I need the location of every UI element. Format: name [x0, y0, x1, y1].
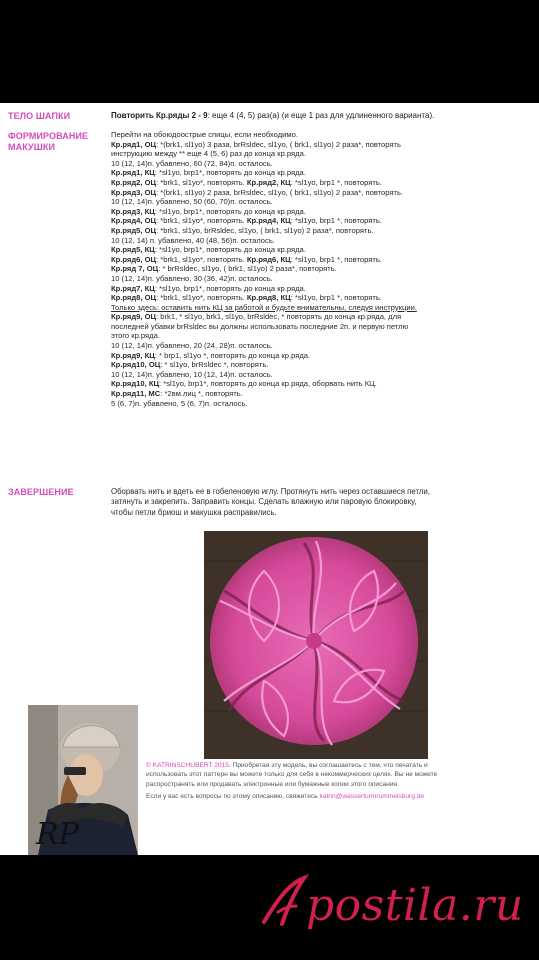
crown-row-text: : *(brk1, sl1yo) 2 раза, brRsldec, sl1yo, ( brk1, sl1yo) 2 раза*, повторять. [156, 187, 404, 197]
finish-text [111, 487, 535, 518]
hat-illustration [204, 531, 428, 759]
crown-line [111, 264, 535, 274]
crown-row-text: 10 (12, 14)п. убавлено, 30 (36, 42)п. осталось. [111, 273, 273, 283]
crown-line [111, 351, 535, 361]
crown-row-text: : brk1, * sl1yo, brk1, sl1yo, brRsldec, * повторять до конца кр.ряда, для [156, 312, 402, 322]
crown-row-label: Кр.ряд8, КЦ [246, 293, 291, 303]
crown-row-text: : *sl1yo, brp1*, повторять до конца кр.ряда. [154, 206, 306, 216]
crown-row-text: этого кр.ряда. [111, 331, 160, 341]
crown-row-label: Кр.ряд10, КЦ [111, 379, 160, 389]
crown-row-text: : *sl1yo, brp1*, повторять до конца кр.ряда. [154, 283, 306, 293]
crown-line [111, 312, 535, 322]
crown-line [111, 255, 535, 265]
copyright-mark: © KATRINSCHUBERT 2015 [146, 762, 229, 769]
crown-line [111, 140, 535, 150]
signature-text: RP [36, 817, 79, 852]
crown-line [111, 149, 535, 159]
section-label-finish: ЗАВЕРШЕНИЕ [8, 487, 74, 497]
crown-line [111, 284, 535, 294]
crown-row-text: : *brk1, sl1yo*, повторять. [156, 254, 247, 264]
crown-row-text: : * brRsldec, sl1yo, ( brk1, sl1yo) 2 раза*, повторять. [158, 264, 337, 274]
hat-top-photo [204, 531, 428, 759]
finish-line: чтобы петли бриош и макушка расправились. [111, 507, 277, 517]
contact-line [146, 792, 532, 801]
contact-text: Если у вас есть вопросы по этому описанию, свяжитесь [146, 792, 318, 800]
crown-line [111, 188, 535, 198]
crown-row-label: Кр.ряд4, КЦ [246, 216, 291, 226]
crown-row-label: Кр.ряд5, ОЦ [111, 225, 157, 235]
crown-row-label: Кр.ряд 7, ОЦ [111, 264, 159, 274]
copyright-block [146, 761, 532, 801]
crown-row-label: Кр.ряд10, ОЦ [111, 360, 161, 370]
copyright-line: использовать этот паттерн вы можете только для себя в некоммерческих целях. Вы не можете [146, 771, 438, 779]
crown-row-text: : *brk1, sl1yo*, повторять. [156, 293, 247, 303]
crown-line [111, 178, 535, 188]
crown-row-text: 10 (12, 14)п. убавлено, 60 (72, 84)п. осталось. [111, 158, 273, 168]
crown-row-text: инструкцию между ** еще 4 (5, 6) раз до конца кр.ряда. [111, 149, 306, 159]
postila-watermark: postila.ru [306, 880, 524, 931]
crown-row-label: Кр.ряд6, ОЦ [111, 254, 157, 264]
crown-row-label: Кр.ряд2, КЦ [246, 177, 291, 187]
section-label-crown-1: ФОРМИРОВАНИЕ [8, 131, 89, 141]
body-repeat-line [111, 111, 434, 120]
crown-row-text: Перейти на обоюдоострые спицы, если необходимо. [111, 130, 298, 139]
crown-line [111, 245, 535, 255]
crown-row-text: : *sl1yo, brp1*, повторять до конца кр.ряда. [154, 168, 306, 178]
crown-row-text: : *brk1, sl1yo, brRsldec, sl1yo, ( brk1, sl1yo) 2 раза*, повторять. [156, 225, 374, 235]
finish-line: Оборвать нить и вдеть ее в гобеленовую иглу. Протянуть нить через оставшиеся петли, [111, 487, 430, 496]
crown-row-label: Кр.ряд9, КЦ [111, 350, 155, 360]
crown-line [111, 130, 535, 140]
crown-row-text: 10 (12, 14)п. убавлено, 20 (24, 28)п. осталось. [111, 341, 273, 351]
crown-line [111, 197, 535, 207]
crown-row-text: : *(brk1, sl1yo) 3 раза, brRsldec, sl1yo, ( brk1, sl1yo) 2 раза*, повторять [156, 139, 401, 149]
model-photo [28, 705, 138, 855]
crown-row-text: : *sl1yo, brp1 *, повторять. [290, 216, 382, 226]
crown-row-text: : *sl1yo, brp1*, повторять до конца кр.ряда. [154, 245, 306, 255]
crown-row-label: Кр.ряд5, КЦ [111, 245, 155, 255]
crown-row-label: Кр.ряд9, ОЦ [111, 312, 157, 322]
crown-line [111, 341, 535, 351]
crown-row-text: 10 (12, 14)п. убавлено, 10 (12, 14)п. осталось. [111, 369, 273, 379]
body-repeat-text: : еще 4 (4, 5) раз(а) (и еще 1 раз для удлиненного варианта). [207, 111, 435, 120]
crown-row-text: : *sl1yo, brp1*, повторять до конца кр.ряда, оборвать нить КЦ. [159, 379, 377, 389]
crown-instructions [111, 130, 535, 408]
crown-line [111, 303, 535, 313]
crown-line [111, 226, 535, 236]
crown-row-label: Кр.ряд7, КЦ [111, 283, 155, 293]
crown-row-label: Кр.ряд1, КЦ [111, 168, 155, 178]
crown-row-text: : * brp1, sl1yo *, повторять до конца кр.ряда. [154, 350, 311, 360]
section-label-body: ТЕЛО ШАПКИ [8, 111, 71, 121]
crown-line [111, 159, 535, 169]
crown-line [111, 389, 535, 399]
crown-row-text: : *sl1yo, brp1 *, повторять. [290, 254, 382, 264]
crown-row-text: : *sl1yo, brp1 *, повторять. [290, 293, 382, 303]
crown-row-text: : *brk1, sl1yo*, повторять. [156, 177, 247, 187]
crown-line [111, 207, 535, 217]
finish-line: затянуть и закрепить. Заправить концы. Сделать влажную или паровую блокировку, [111, 497, 417, 507]
crown-row-text: 5 (6, 7)п. убавлено, 5 (6, 7)п. осталось. [111, 398, 248, 408]
crown-row-text: 10 (12, 14)п. убавлено, 50 (60, 70)п. осталось. [111, 197, 273, 207]
contact-email-link[interactable]: katrin@wasserturmrummelsburg.de [319, 792, 425, 800]
body-repeat-bold: Повторить Кр.ряды 2 - 9 [111, 111, 208, 120]
crown-row-text: : * sl1yo, brRsldec *, повторять. [160, 360, 269, 370]
crown-row-label: Кр.ряд3, КЦ [111, 206, 155, 216]
crown-line [111, 293, 535, 303]
crown-row-text: 10 (12, 14) п. убавлено, 40 (48, 56)п. осталось. [111, 235, 275, 245]
crown-row-label: Кр.ряд6, КЦ [246, 254, 291, 264]
crown-line [111, 236, 535, 246]
copyright-line: распространять или продавать электронные или бумажные копии этого описания. [146, 780, 399, 788]
pattern-page [0, 103, 539, 855]
section-label-crown-2: МАКУШКИ [8, 142, 56, 152]
crown-row-label: Кр.ряд4, ОЦ [111, 216, 157, 226]
crown-row-text: : *sl1yo, brp1 *, повторять. [290, 177, 382, 187]
crown-row-text: Только здесь: оставить нить КЦ за работой и будьте внимательны, следуя инструкции. [111, 302, 417, 312]
crown-row-text: последней убавки brRsldec вы должны использовать последние 2п. и первую петлю [111, 321, 409, 331]
crown-row-label: Кр.ряд11, МС [111, 389, 161, 399]
postila-logo-icon [258, 872, 310, 932]
crown-line [111, 399, 535, 409]
crown-line [111, 216, 535, 226]
crown-line [111, 168, 535, 178]
crown-row-text: : *brk1, sl1yo*, повторять. [156, 216, 247, 226]
crown-row-label: Кр.ряд8, ОЦ [111, 293, 157, 303]
crown-row-label: Кр.ряд3, ОЦ [111, 187, 157, 197]
crown-line [111, 370, 535, 380]
copyright-text: . Приобретая эту модель, вы соглашаетесь с тем, что печатать и [228, 762, 428, 769]
crown-row-text: : *2вм.лиц *, повторять. [160, 389, 243, 399]
crown-line [111, 331, 535, 341]
crown-row-label: Кр.ряд2, ОЦ [111, 177, 157, 187]
crown-line [111, 379, 535, 389]
copyright-line-1 [146, 761, 532, 770]
crown-line [111, 360, 535, 370]
crown-row-label: Кр.ряд1, ОЦ [111, 139, 157, 149]
crown-line [111, 274, 535, 284]
crown-line [111, 322, 535, 332]
